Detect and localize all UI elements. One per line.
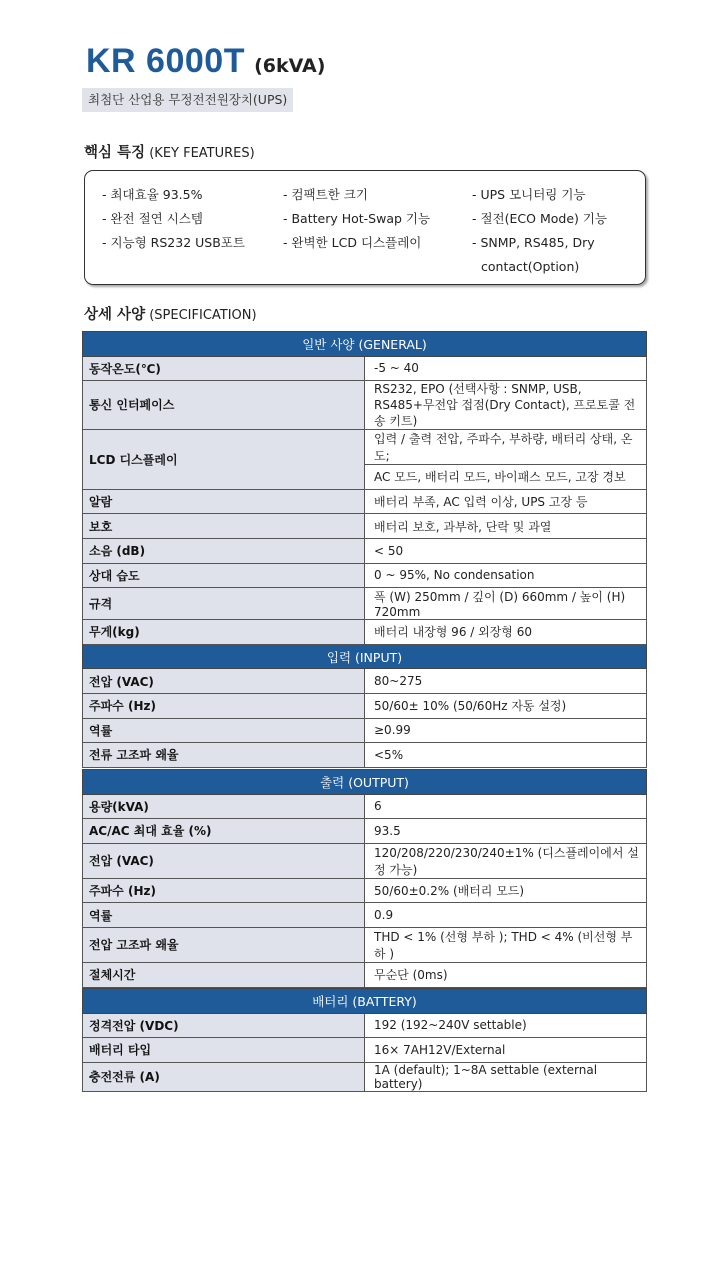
model-name: KR 6000T (86, 42, 245, 80)
row-value: AC 모드, 배터리 모드, 바이패스 모드, 고장 경보 (365, 465, 647, 490)
row-value: 80~275 (365, 669, 647, 694)
feature-item: - SNMP, RS485, Dry (472, 235, 595, 250)
table-row (83, 489, 647, 514)
row-value: 폭 (W) 250mm / 깊이 (D) 660mm / 높이 (H) 720mm (365, 588, 647, 620)
input-section-title: 입력 (INPUT) (83, 644, 647, 669)
row-label: 절체시간 (83, 962, 365, 987)
table-header-row (83, 989, 647, 1014)
row-value: 1A (default); 1~8A settable (external battery) (365, 1062, 647, 1091)
key-features-heading-ko: 핵심 특징 (84, 145, 146, 161)
table-row (83, 514, 647, 539)
spec-table-battery (82, 988, 647, 1092)
product-subtitle: 최첨단 산업용 무정전전원장치(UPS) (82, 88, 293, 112)
row-label: 역률 (83, 718, 365, 743)
row-label: 배터리 타입 (83, 1038, 365, 1063)
table-row (83, 538, 647, 563)
spec-heading-ko: 상세 사양 (84, 307, 146, 323)
table-row (83, 588, 647, 620)
feature-item: - 최대효율 93.5% (102, 187, 203, 202)
row-label: 무게(kg) (83, 620, 365, 645)
key-features-heading (84, 141, 255, 162)
row-value: ≥0.99 (365, 718, 647, 743)
row-value: 6 (365, 794, 647, 819)
table-row (83, 743, 647, 768)
feature-item: - Battery Hot-Swap 기능 (283, 211, 431, 226)
row-value: 배터리 보호, 과부하, 단락 및 과열 (365, 514, 647, 539)
feature-item: - 컴팩트한 크기 (283, 187, 368, 202)
table-row (83, 1038, 647, 1063)
row-label: 상대 습도 (83, 563, 365, 588)
row-value: 50/60±0.2% (배터리 모드) (365, 878, 647, 903)
spec-table-general-input (82, 331, 647, 768)
row-value: 배터리 부족, AC 입력 이상, UPS 고장 등 (365, 489, 647, 514)
row-label: 용량(kVA) (83, 794, 365, 819)
row-value: THD < 1% (선형 부하 ); THD < 4% (비선형 부하 ) (365, 927, 647, 962)
output-section-title: 출력 (OUTPUT) (83, 770, 647, 795)
power-rating: (6kVA) (254, 55, 326, 77)
row-label: 정격전압 (VDC) (83, 1013, 365, 1038)
feature-item: - 완전 절연 시스템 (102, 211, 203, 226)
general-section-title: 일반 사양 (GENERAL) (83, 332, 647, 357)
row-label: 통신 인터페이스 (83, 381, 365, 430)
row-label: 소음 (dB) (83, 538, 365, 563)
table-row (83, 927, 647, 962)
table-row (83, 693, 647, 718)
spec-table-output (82, 769, 647, 988)
table-row (83, 962, 647, 987)
row-value: -5 ~ 40 (365, 356, 647, 381)
row-value: 배터리 내장형 96 / 외장형 60 (365, 620, 647, 645)
row-value: RS232, EPO (선택사항 : SNMP, USB, RS485+무전압 접점(Dry Contact), 프로토콜 전송 키트) (365, 381, 647, 430)
row-value: 무순단 (0ms) (365, 962, 647, 987)
row-label: 규격 (83, 588, 365, 620)
row-label: 주파수 (Hz) (83, 878, 365, 903)
spec-heading (84, 303, 257, 324)
row-label: 동작온도(℃) (83, 356, 365, 381)
table-row (83, 563, 647, 588)
row-label: 역률 (83, 903, 365, 928)
feature-item: - 절전(ECO Mode) 기능 (472, 211, 608, 226)
row-label: 주파수 (Hz) (83, 693, 365, 718)
row-value: 93.5 (365, 819, 647, 844)
feature-item: - 완벽한 LCD 디스플레이 (283, 235, 422, 250)
row-value: 입력 / 출력 전압, 주파수, 부하량, 배터리 상태, 온도; (365, 430, 647, 465)
table-row (83, 1062, 647, 1091)
table-header-row (83, 770, 647, 795)
feature-item: - UPS 모니터링 기능 (472, 187, 586, 202)
row-value: 50/60± 10% (50/60Hz 자동 설정) (365, 693, 647, 718)
row-label: LCD 디스플레이 (83, 430, 365, 490)
row-value: 120/208/220/230/240±1% (디스플레이에서 설정 가능) (365, 843, 647, 878)
row-label: 전압 (VAC) (83, 669, 365, 694)
table-row (83, 718, 647, 743)
key-features-box (84, 170, 646, 285)
row-value: 0 ~ 95%, No condensation (365, 563, 647, 588)
table-row (83, 843, 647, 878)
row-label: 보호 (83, 514, 365, 539)
row-label: AC/AC 최대 효율 (%) (83, 819, 365, 844)
table-row (83, 620, 647, 645)
row-label: 알람 (83, 489, 365, 514)
table-row (83, 903, 647, 928)
row-value: <5% (365, 743, 647, 768)
row-value: 0.9 (365, 903, 647, 928)
table-row (83, 381, 647, 430)
product-title (86, 42, 325, 81)
table-row (83, 878, 647, 903)
row-value: 192 (192~240V settable) (365, 1013, 647, 1038)
table-header-row (83, 644, 647, 669)
table-row (83, 430, 647, 465)
row-value: < 50 (365, 538, 647, 563)
table-row (83, 819, 647, 844)
feature-item: - 지능형 RS232 USB포트 (102, 235, 245, 250)
row-label: 충전전류 (A) (83, 1062, 365, 1091)
row-label: 전압 고조파 왜율 (83, 927, 365, 962)
spec-heading-en: (SPECIFICATION) (149, 308, 257, 323)
table-row (83, 356, 647, 381)
row-label: 전압 (VAC) (83, 843, 365, 878)
table-row (83, 1013, 647, 1038)
table-row (83, 794, 647, 819)
table-row (83, 669, 647, 694)
feature-item: contact(Option) (481, 259, 580, 274)
key-features-heading-en: (KEY FEATURES) (149, 146, 255, 161)
battery-section-title: 배터리 (BATTERY) (83, 989, 647, 1014)
row-value: 16× 7AH12V/External (365, 1038, 647, 1063)
table-header-row (83, 332, 647, 357)
row-label: 전류 고조파 왜율 (83, 743, 365, 768)
